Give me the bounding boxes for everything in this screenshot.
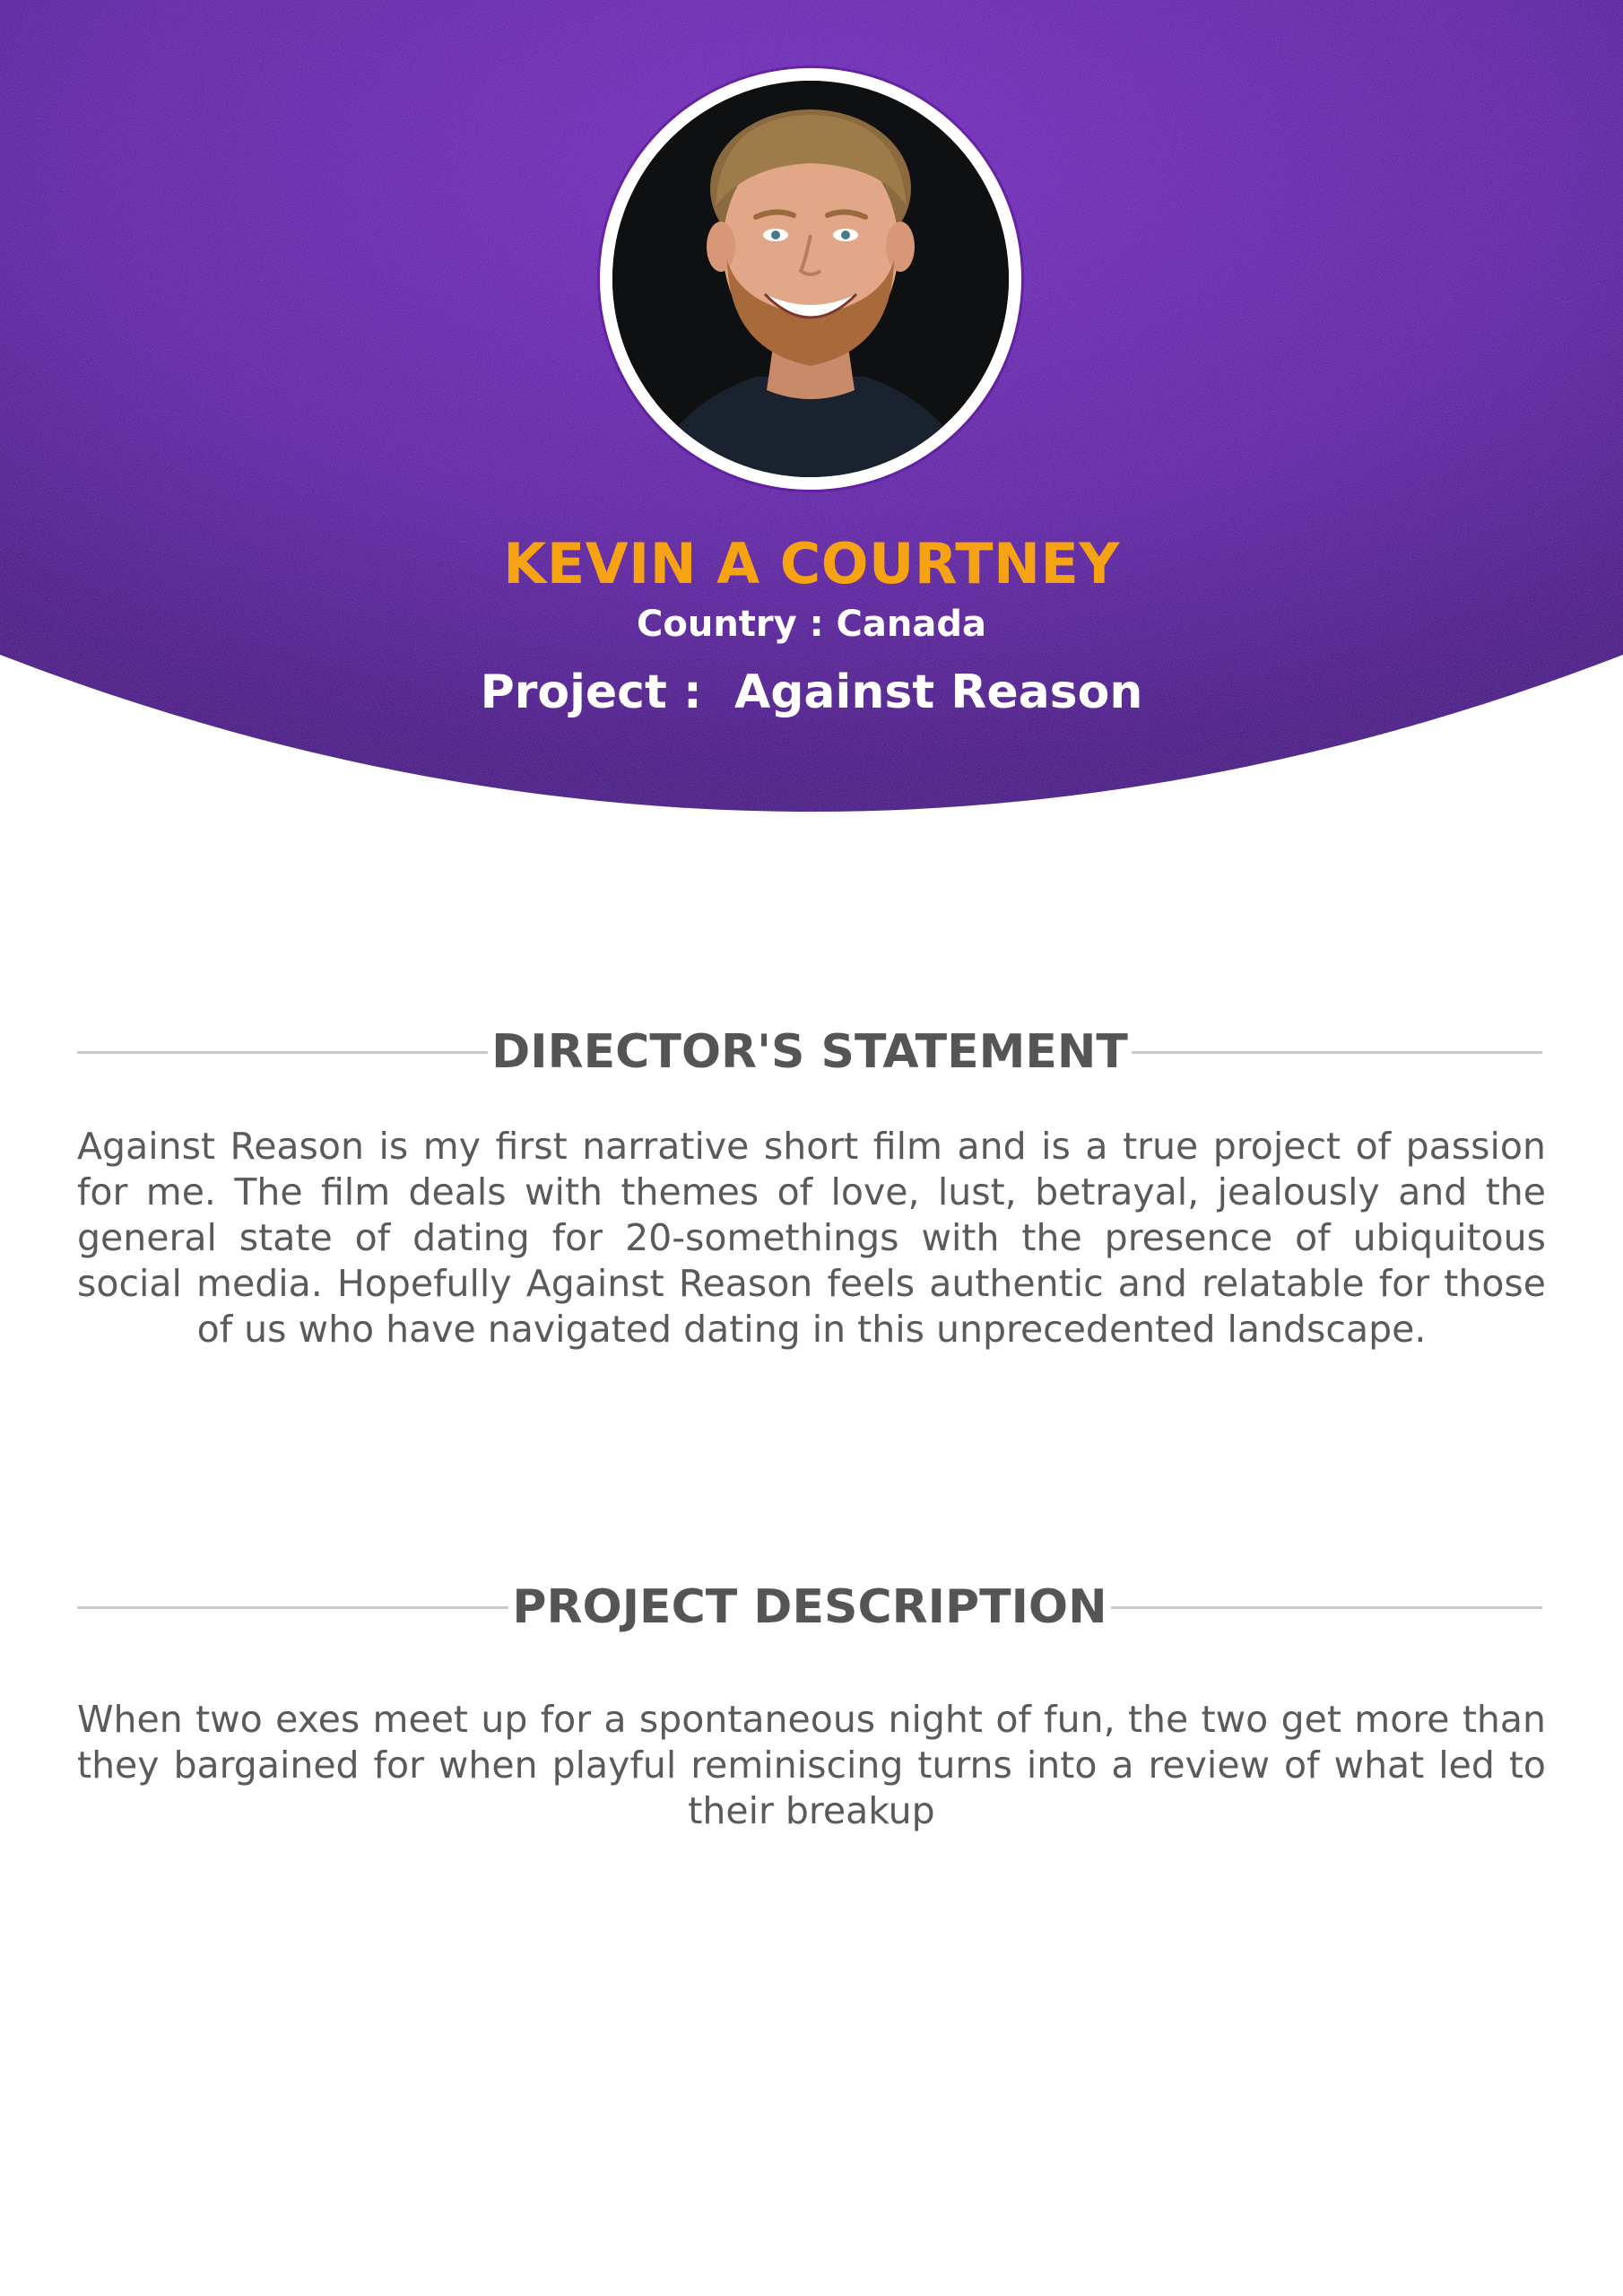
country-label: Country : Canada — [637, 604, 986, 645]
heading-rule-right — [1111, 1606, 1542, 1609]
section-heading-text: DIRECTOR'S STATEMENT — [491, 1025, 1128, 1079]
directors-statement-body: Against Reason is my first narrative short film and is a true project of passion for me. The film deals with themes of love, lust, betrayal, jealously and the general state of dating for 20-somethings with the presence of ubiquitous social media. Hopefully Against Reason feels authentic and relatable for those of us who have navigated dating in this unprecedented landscape. — [77, 1125, 1546, 1351]
heading-rule-left — [77, 1606, 508, 1609]
portrait-photo — [612, 81, 1009, 477]
project-description-body: When two exes meet up for a spontaneous night of fun, the two get more than they bargained for when playful reminiscing turns into a review of what led to their breakup — [77, 1698, 1546, 1832]
project-title: Project : Against Reason — [480, 665, 1143, 719]
heading-rule-left — [77, 1051, 488, 1054]
director-name: KEVIN A COURTNEY — [503, 531, 1120, 596]
portrait-illustration — [612, 81, 1009, 477]
section-heading-text: PROJECT DESCRIPTION — [512, 1580, 1107, 1634]
heading-rule-right — [1132, 1051, 1542, 1054]
directors-statement-heading — [77, 1025, 1542, 1079]
portrait-frame — [600, 68, 1021, 490]
project-description-heading — [77, 1580, 1542, 1634]
